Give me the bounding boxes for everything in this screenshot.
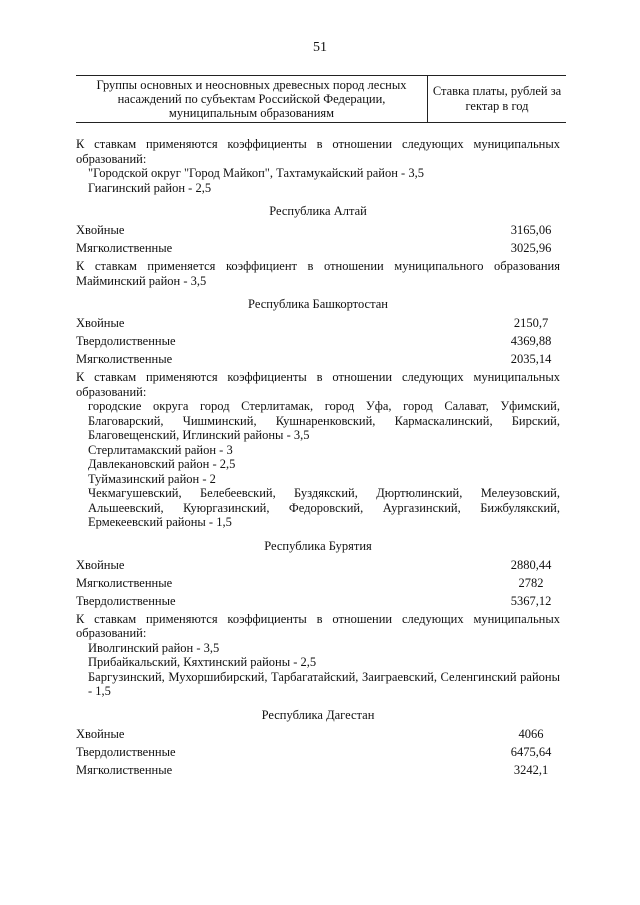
- row-label: Мягколиственные: [76, 762, 173, 777]
- bashkortostan-item: Туймазинский район - 2: [88, 471, 216, 486]
- row-value: 3242,1: [513, 762, 549, 777]
- intro-coeff-text: К ставкам применяются коэффициенты в отношении следующих муниципальных образований:: [76, 137, 560, 166]
- table-header: [76, 75, 566, 123]
- table-row: [76, 763, 560, 778]
- row-label: Мягколиственные: [76, 575, 173, 590]
- table-row: [76, 334, 560, 349]
- row-value: 2880,44: [510, 557, 552, 572]
- row-label: Твердолиственные: [76, 334, 176, 348]
- bashkortostan-item: Давлекановский район - 2,5: [88, 457, 236, 471]
- row-label: Хвойные: [76, 726, 125, 741]
- row-value: 3165,06: [510, 223, 552, 237]
- row-label: Хвойные: [76, 223, 125, 237]
- table-row: [76, 558, 560, 573]
- bashkortostan-item: Стерлитамакский район - 3: [88, 442, 233, 457]
- table-row: [76, 352, 560, 367]
- header-groups-column: Группы основных и неосновных древесных пород лесных насаждений по субъектам Российской Федерации, муниципальным образованиям: [76, 76, 428, 122]
- bashkortostan-item: Чекмагушевский, Белебеевский, Буздякский, Дюртюлинский, Мелеузовский, Альшеевский, Куюргазинский, Федоровский, Аургазинский, Бижбулякский, Ермекеевский районы - 1,5: [88, 486, 560, 529]
- table-row: [76, 241, 560, 256]
- bashkortostan-item: городские округа город Стерлитамак, город Уфа, город Салават, Уфимский, Благоварский, Чишминский, Кушнаренковский, Кармаскалинский, Бирский, Благовещенский, Иглинский районы - 3,5: [88, 399, 560, 442]
- row-label: Хвойные: [76, 557, 125, 572]
- region-title-buryatia: Республика Бурятия: [264, 538, 372, 553]
- row-label: Твердолиственные: [76, 593, 176, 608]
- page-number: 51: [313, 40, 327, 55]
- row-value: 2150,7: [513, 316, 549, 330]
- row-label: Мягколиственные: [76, 241, 173, 255]
- table-row: [76, 727, 560, 742]
- buryatia-item: Прибайкальский, Кяхтинский районы - 2,5: [88, 655, 317, 669]
- region-title-altai: Республика Алтай: [269, 204, 367, 218]
- region-title-dagestan: Республика Дагестан: [261, 707, 375, 722]
- table-row: [76, 594, 560, 609]
- buryatia-item: Иволгинский район - 3,5: [88, 640, 220, 655]
- buryatia-item: Баргузинский, Мухоршибирский, Тарбагатайский, Заиграевский, Селенгинский районы - 1,5: [88, 669, 560, 698]
- table-row: [76, 745, 560, 760]
- row-value: 6475,64: [510, 744, 552, 759]
- row-value: 2782: [518, 575, 544, 590]
- table-row: [76, 316, 560, 331]
- region-title-bashkortostan: Республика Башкортостан: [248, 297, 388, 311]
- buryatia-coeff-text: К ставкам применяются коэффициенты в отношении следующих муниципальных образований:: [76, 611, 560, 640]
- row-value: 5367,12: [510, 593, 552, 608]
- row-label: Мягколиственные: [76, 352, 173, 366]
- row-value: 3025,96: [510, 241, 552, 255]
- row-value: 4066: [518, 726, 544, 741]
- bashkortostan-coeff-text: К ставкам применяются коэффициенты в отношении следующих муниципальных образований:: [76, 370, 560, 399]
- table-body: [76, 137, 560, 781]
- row-label: Твердолиственные: [76, 744, 176, 759]
- row-label: Хвойные: [76, 316, 125, 330]
- row-value: 2035,14: [510, 352, 552, 366]
- row-value: 4369,88: [510, 334, 552, 348]
- table-row: [76, 223, 560, 238]
- table-row: [76, 576, 560, 591]
- header-rate-column: Ставка платы, рублей за гектар в год: [432, 84, 562, 113]
- intro-line-maykop: "Городской округ "Город Майкоп", Тахтамукайский район - 3,5: [88, 166, 424, 180]
- altai-note: К ставкам применяется коэффициент в отношении муниципального образования Майминский район - 3,5: [76, 259, 560, 288]
- intro-line-giaginsky: Гиагинский район - 2,5: [88, 180, 212, 195]
